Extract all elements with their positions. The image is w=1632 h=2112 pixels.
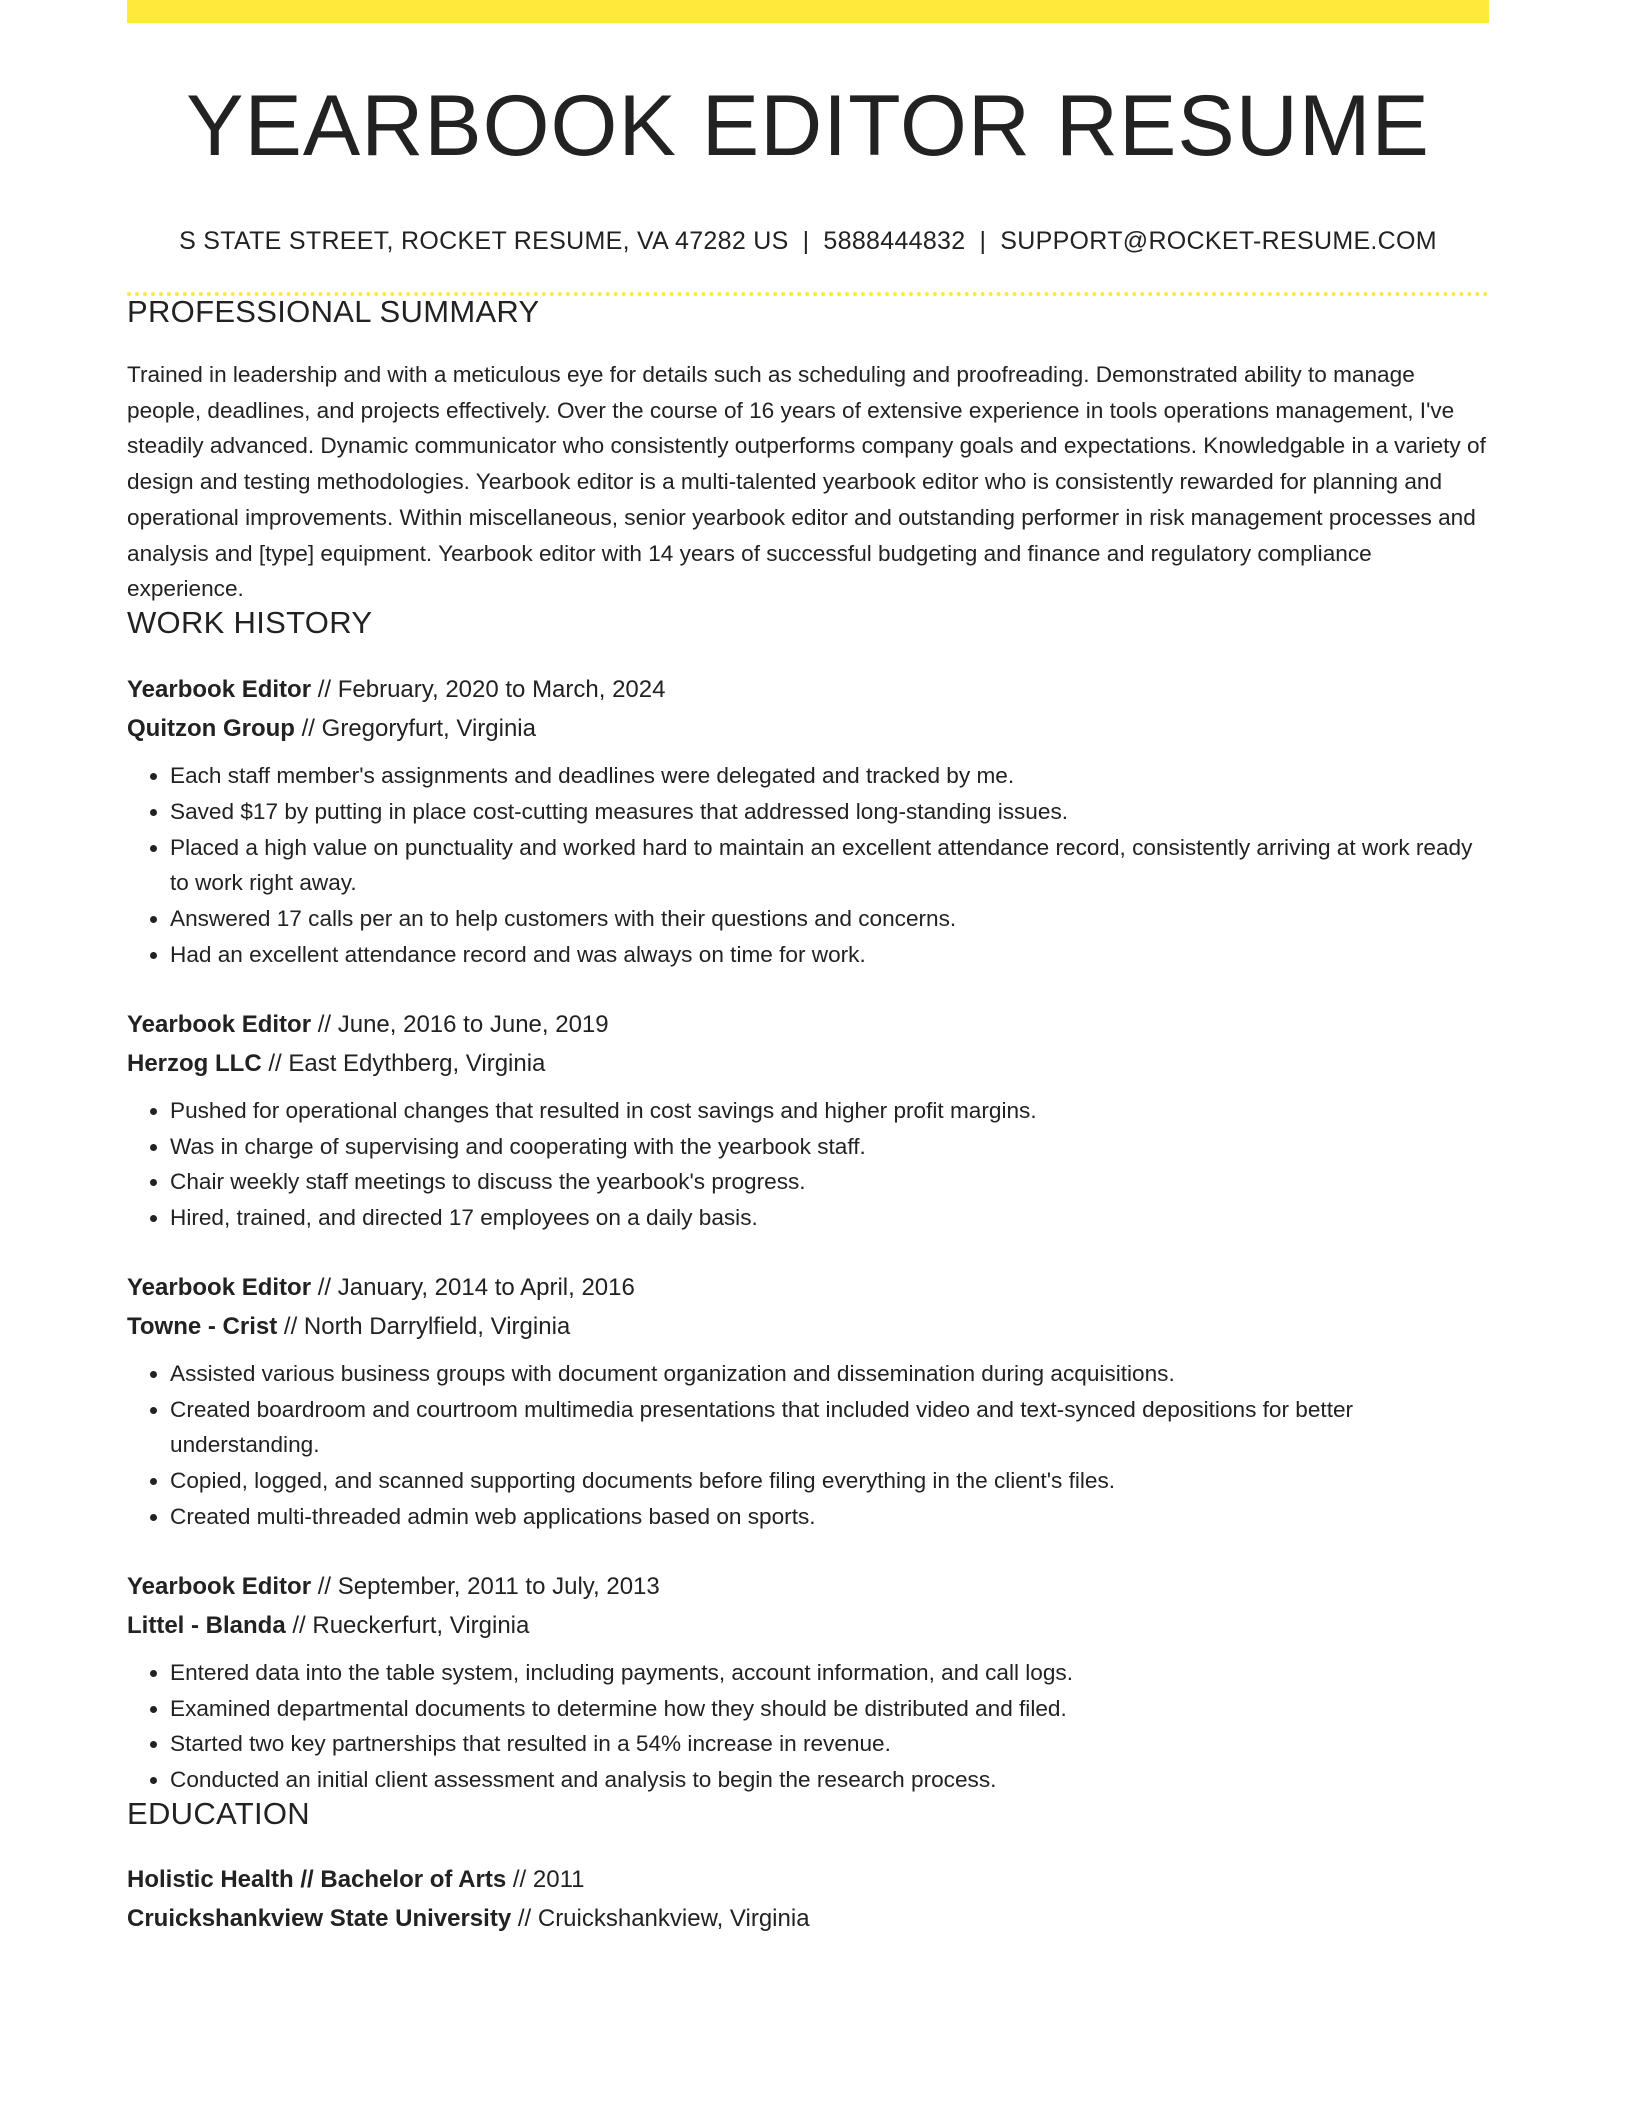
work-history-heading: WORK HISTORY — [127, 604, 373, 640]
job-entry — [127, 1005, 1489, 1236]
job-bullet: • Copied, logged, and scanned supporting documents before filing everything in the client's files. — [170, 1463, 1489, 1499]
education-separator: // — [512, 1866, 527, 1894]
job-title-line — [127, 1567, 1489, 1606]
summary-heading: PROFESSIONAL SUMMARY — [127, 294, 540, 329]
contact-phone: 5888444832 — [823, 227, 966, 255]
education-school: Cruickshankview State University — [127, 1905, 512, 1933]
job-location: Gregoryfurt, Virginia — [321, 714, 536, 742]
job-bullet: • Conducted an initial client assessment and analysis to begin the research process. — [170, 1762, 1489, 1798]
job-separator: // — [301, 714, 315, 742]
job-dates: June, 2016 to June, 2019 — [337, 1010, 609, 1038]
education-location: Cruickshankview, Virginia — [537, 1905, 810, 1933]
job-location: East Edythberg, Virginia — [288, 1049, 546, 1077]
job-title-line — [127, 1005, 1489, 1044]
job-title-line — [127, 1268, 1489, 1307]
contact-line — [127, 229, 1489, 254]
education-year: 2011 — [532, 1866, 585, 1894]
work-history-list — [127, 670, 1489, 1798]
job-role: Yearbook Editor — [127, 1273, 312, 1301]
job-company: Towne - Crist — [127, 1312, 278, 1340]
job-bullet: • Created boardroom and courtroom multimedia presentations that included video and text-synced depositions for better understanding. — [170, 1392, 1489, 1464]
job-entry — [127, 1268, 1489, 1535]
job-bullet: • Entered data into the table system, including payments, account information, and call logs. — [170, 1655, 1489, 1691]
job-separator: // — [268, 1049, 282, 1077]
job-company: Quitzon Group — [127, 714, 295, 742]
job-bullet: • Hired, trained, and directed 17 employees on a daily basis. — [170, 1200, 1489, 1236]
job-bullet-list — [127, 1655, 1489, 1798]
resume-title: YEARBOOK EDITOR RESUME — [186, 78, 1430, 174]
job-separator: // — [283, 1312, 298, 1340]
job-location: North Darrylfield, Virginia — [303, 1312, 571, 1340]
education-degree-line — [127, 1860, 1489, 1899]
job-bullet-list — [127, 1356, 1489, 1535]
job-entry — [127, 670, 1489, 973]
resume-page — [127, 0, 1489, 1938]
job-bullet-list — [127, 1093, 1489, 1236]
contact-separator: | — [802, 227, 810, 255]
job-bullet: • Assisted various business groups with document organization and dissemination during acquisitions. — [170, 1356, 1489, 1392]
job-separator: // — [292, 1611, 306, 1639]
job-entry — [127, 1567, 1489, 1798]
job-separator: // — [317, 1010, 332, 1038]
contact-address: S STATE STREET, ROCKET RESUME, VA 47282 US — [179, 227, 789, 255]
job-bullet: • Each staff member's assignments and deadlines were delegated and tracked by me. — [170, 758, 1489, 794]
summary-text: Trained in leadership and with a meticulous eye for details such as scheduling and proofreading. Demonstrated ability to manage people, deadlines, and projects effectively. Over the course of 16 years of extensive experience in tools operations management, I've steadily advanced. Dynamic communicator who consistently outperforms company goals and expectations. Knowledgable in a variety of design and testing methodologies. Yearbook editor is a multi-talented yearbook editor who is consistently rewarded for planning and operational improvements. Within miscellaneous, senior yearbook editor and outstanding performer in risk management processes and analysis and [type] equipment. Yearbook editor with 14 years of successful budgeting and finance and regulatory compliance experience. — [127, 362, 1486, 602]
job-company-line — [127, 1044, 1489, 1083]
job-company: Littel - Blanda — [127, 1611, 286, 1639]
job-bullet: • Had an excellent attendance record and was always on time for work. — [170, 937, 1489, 973]
job-dates: January, 2014 to April, 2016 — [337, 1273, 635, 1301]
contact-separator: | — [979, 227, 987, 255]
job-bullet: • Answered 17 calls per an to help customers with their questions and concerns. — [170, 901, 1489, 937]
job-company-line — [127, 709, 1489, 748]
education-heading: EDUCATION — [127, 1796, 310, 1832]
job-bullet: • Pushed for operational changes that resulted in cost savings and higher profit margins. — [170, 1093, 1489, 1129]
job-separator: // — [317, 1572, 332, 1600]
job-role: Yearbook Editor — [127, 1572, 312, 1600]
education-degree: Holistic Health // Bachelor of Arts — [127, 1866, 507, 1894]
job-bullet: • Started two key partnerships that resulted in a 54% increase in revenue. — [170, 1726, 1489, 1762]
job-dates: September, 2011 to July, 2013 — [337, 1572, 660, 1600]
job-bullet: • Chair weekly staff meetings to discuss the yearbook's progress. — [170, 1164, 1489, 1200]
contact-email: SUPPORT@ROCKET-RESUME.COM — [1000, 227, 1437, 255]
job-bullet: • Saved $17 by putting in place cost-cutting measures that addressed long-standing issues. — [170, 794, 1489, 830]
job-company-line — [127, 1606, 1489, 1645]
job-bullet: • Examined departmental documents to determine how they should be distributed and filed. — [170, 1691, 1489, 1727]
job-bullet: • Created multi-threaded admin web applications based on sports. — [170, 1499, 1489, 1535]
job-dates: February, 2020 to March, 2024 — [337, 675, 666, 703]
job-title-line — [127, 670, 1489, 709]
job-bullet: • Placed a high value on punctuality and worked hard to maintain an excellent attendance record, consistently arriving at work ready to work right away. — [170, 830, 1489, 902]
job-separator: // — [317, 675, 332, 703]
job-separator: // — [317, 1273, 332, 1301]
education-separator: // — [517, 1905, 532, 1933]
job-bullet-list — [127, 758, 1489, 973]
job-bullet: • Was in charge of supervising and cooperating with the yearbook staff. — [170, 1129, 1489, 1165]
job-location: Rueckerfurt, Virginia — [312, 1611, 530, 1639]
job-company-line — [127, 1307, 1489, 1346]
education-entry — [127, 1860, 1489, 1938]
job-role: Yearbook Editor — [127, 1010, 312, 1038]
job-role: Yearbook Editor — [127, 675, 312, 703]
education-school-line — [127, 1899, 1489, 1938]
accent-top-bar — [127, 0, 1489, 23]
job-company: Herzog LLC — [127, 1049, 262, 1077]
